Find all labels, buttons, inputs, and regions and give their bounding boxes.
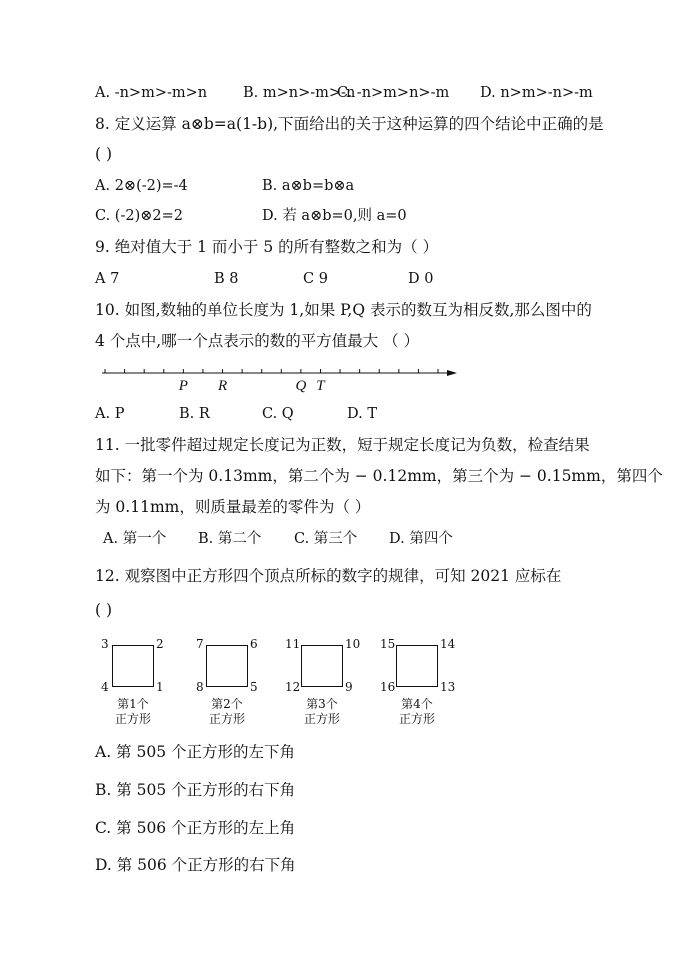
q7-option-b: B. m>n>-m>-n — [243, 85, 356, 101]
square-4-bottom-left-number: 16 — [380, 680, 396, 694]
square-4 — [396, 645, 438, 687]
square-2-caption-line2: 正方形 — [208, 712, 245, 726]
q11-option-d: D. 第四个 — [389, 531, 453, 547]
square-1-caption-line1: 第1个 — [117, 697, 149, 711]
square-1-top-left-number: 3 — [101, 637, 109, 651]
q10-option-c: C. Q — [262, 406, 294, 422]
q10-option-b: B. R — [179, 406, 210, 422]
square-2-caption-line1: 第2个 — [211, 697, 243, 711]
number-line-point-p: P — [178, 378, 188, 394]
q8-option-a: A. 2⊗(-2)=-4 — [95, 178, 188, 194]
q11-option-a: A. 第一个 — [103, 531, 167, 547]
number-line-point-q: Q — [295, 378, 307, 394]
q9-option-b: B 8 — [214, 271, 239, 287]
q8-option-d: D. 若 a⊗b=0,则 a=0 — [262, 208, 407, 224]
q12-option-a: A. 第 505 个正方形的左下角 — [95, 743, 295, 761]
q8-stem-line2: ( ) — [95, 145, 113, 163]
q10-option-d: D. T — [347, 406, 377, 422]
number-line-point-t: T — [316, 378, 325, 394]
square-2-top-left-number: 7 — [196, 637, 204, 651]
q9-option-d: D 0 — [408, 271, 434, 287]
square-3-top-right-number: 10 — [345, 637, 361, 651]
q7-option-d: D. n>m>-n>-m — [480, 85, 593, 101]
q11-line2: 如下：第一个为 0.13mm，第二个为 − 0.12mm，第三个为 − 0.15mm，第四个 — [95, 467, 663, 485]
square-3-caption-line2: 正方形 — [303, 712, 340, 726]
q7-option-a: A. -n>m>-m>n — [95, 85, 208, 101]
square-1-bottom-left-number: 4 — [101, 680, 109, 694]
square-3-bottom-right-number: 9 — [345, 680, 353, 694]
square-4-caption-line2: 正方形 — [398, 712, 435, 726]
q12-option-c: C. 第 506 个正方形的左上角 — [95, 819, 296, 837]
square-4-top-right-number: 14 — [440, 637, 456, 651]
q10-stem-line2: 4 个点中,哪一个点表示的数的平方值最大 （ ） — [95, 332, 420, 350]
square-3-bottom-left-number: 12 — [285, 680, 301, 694]
square-1-bottom-right-number: 1 — [156, 680, 164, 694]
square-1-caption-line2: 正方形 — [114, 712, 151, 726]
q10-stem-line1: 10. 如图,数轴的单位长度为 1,如果 P,Q 表示的数互为相反数,那么图中的 — [95, 301, 592, 319]
q9-stem: 9. 绝对值大于 1 而小于 5 的所有整数之和为（ ） — [95, 238, 439, 256]
q12-stem-line1: 12. 观察图中正方形四个顶点所标的数字的规律，可知 2021 应标在 — [95, 567, 562, 585]
square-2 — [206, 645, 248, 687]
square-1 — [112, 645, 154, 687]
q11-option-c: C. 第三个 — [294, 531, 358, 547]
square-4-caption-line1: 第4个 — [401, 697, 433, 711]
square-4-bottom-right-number: 13 — [440, 680, 456, 694]
square-2-bottom-left-number: 8 — [196, 680, 204, 694]
q11-line1: 11. 一批零件超过规定长度记为正数，短于规定长度记为负数，检查结果 — [95, 436, 590, 454]
q11-line3: 为 0.11mm，则质量最差的零件为（ ） — [95, 498, 371, 516]
q8-option-b: B. a⊗b=b⊗a — [262, 178, 355, 194]
square-3-caption-line1: 第3个 — [306, 697, 338, 711]
square-2-top-right-number: 6 — [250, 637, 258, 651]
square-1-top-right-number: 2 — [156, 637, 164, 651]
number-line-point-r: R — [217, 378, 228, 394]
square-3-top-left-number: 11 — [285, 637, 301, 651]
number-line-diagram — [95, 362, 465, 394]
q8-stem-line1: 8. 定义运算 a⊗b=a(1-b),下面给出的关于这种运算的四个结论中正确的是 — [95, 115, 604, 133]
q8-option-c: C. (-2)⊗2=2 — [95, 208, 183, 224]
q11-option-b: B. 第二个 — [198, 531, 262, 547]
q7-option-c: C. -n>m>n>-m — [337, 85, 450, 101]
square-4-top-left-number: 15 — [380, 637, 396, 651]
q10-option-a: A. P — [95, 406, 125, 422]
square-3 — [301, 645, 343, 687]
q9-option-c: C 9 — [303, 271, 328, 287]
q12-stem-line2: ( ) — [95, 601, 113, 619]
q12-option-b: B. 第 505 个正方形的右下角 — [95, 781, 296, 799]
number-line-arrow — [447, 370, 457, 376]
q12-option-d: D. 第 506 个正方形的右下角 — [95, 856, 296, 874]
q9-option-a: A 7 — [95, 271, 120, 287]
square-2-bottom-right-number: 5 — [250, 680, 258, 694]
